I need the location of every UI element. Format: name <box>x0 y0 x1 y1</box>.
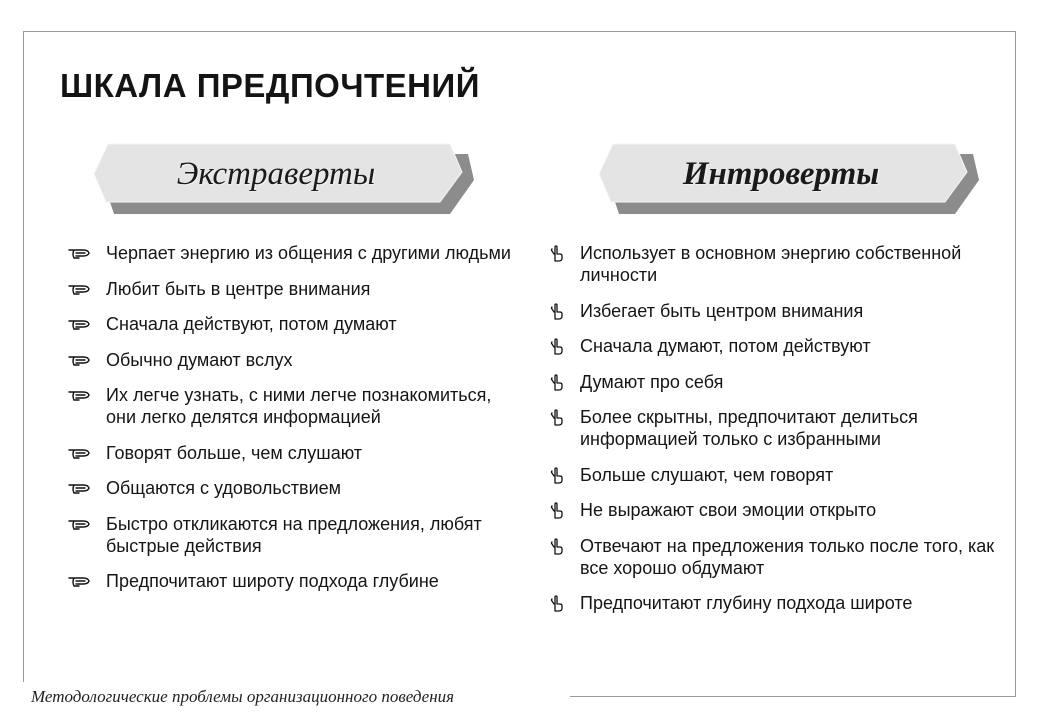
pointing-hand-icon <box>68 317 92 331</box>
extraverts-item: Быстро откликаются на предложения, любят быстрые действия <box>66 513 526 557</box>
raised-hand-icon <box>550 595 564 612</box>
page-title: ШКАЛА ПРЕДПОЧТЕНИЙ <box>60 67 480 105</box>
introverts-item: Предпочитают глубину подхода широте <box>548 592 998 614</box>
raised-hand-icon <box>550 502 564 519</box>
extraverts-item: Сначала действуют, потом думают <box>66 313 526 335</box>
pointing-hand-icon <box>68 353 92 367</box>
introverts-item: Больше слушают, чем говорят <box>548 464 998 486</box>
extraverts-item: Их легче узнать, с ними легче познакомиться, они легко делятся информацией <box>66 384 526 428</box>
introverts-banner <box>595 144 979 214</box>
raised-hand-icon <box>550 409 564 426</box>
introverts-item: Использует в основном энергию собственной личности <box>548 242 998 286</box>
introverts-item: Отвечают на предложения только после того, как все хорошо обдумают <box>548 535 998 579</box>
raised-hand-icon <box>550 303 564 320</box>
extraverts-item: Любит быть в центре внимания <box>66 278 526 300</box>
raised-hand-icon <box>550 245 564 262</box>
pointing-hand-icon <box>68 282 92 296</box>
introverts-list <box>548 242 998 628</box>
introverts-item: Сначала думают, потом действуют <box>548 335 998 357</box>
extraverts-item: Предпочитают широту подхода глубине <box>66 570 526 592</box>
extraverts-banner <box>90 144 474 214</box>
introverts-item: Думают про себя <box>548 371 998 393</box>
extraverts-item: Говорят больше, чем слушают <box>66 442 526 464</box>
pointing-hand-icon <box>68 388 92 402</box>
raised-hand-icon <box>550 338 564 355</box>
extraverts-list <box>66 242 526 606</box>
introverts-item: Избегает быть центром внимания <box>548 300 998 322</box>
pointing-hand-icon <box>68 481 92 495</box>
raised-hand-icon <box>550 538 564 555</box>
extraverts-item: Обычно думают вслух <box>66 349 526 371</box>
pointing-hand-icon <box>68 574 92 588</box>
pointing-hand-icon <box>68 517 92 531</box>
pointing-hand-icon <box>68 446 92 460</box>
footer-caption: Методологические проблемы организационного поведения <box>31 687 455 706</box>
extraverts-item: Черпает энергию из общения с другими людьми <box>66 242 526 264</box>
extraverts-item: Общаются с удовольствием <box>66 477 526 499</box>
introverts-heading: Интроверты <box>682 156 880 192</box>
raised-hand-icon <box>550 467 564 484</box>
introverts-item: Более скрытны, предпочитают делиться информацией только с избранными <box>548 406 998 450</box>
extraverts-heading: Экстраверты <box>176 156 376 192</box>
pointing-hand-icon <box>68 246 92 260</box>
raised-hand-icon <box>550 374 564 391</box>
introverts-item: Не выражают свои эмоции открыто <box>548 499 998 521</box>
